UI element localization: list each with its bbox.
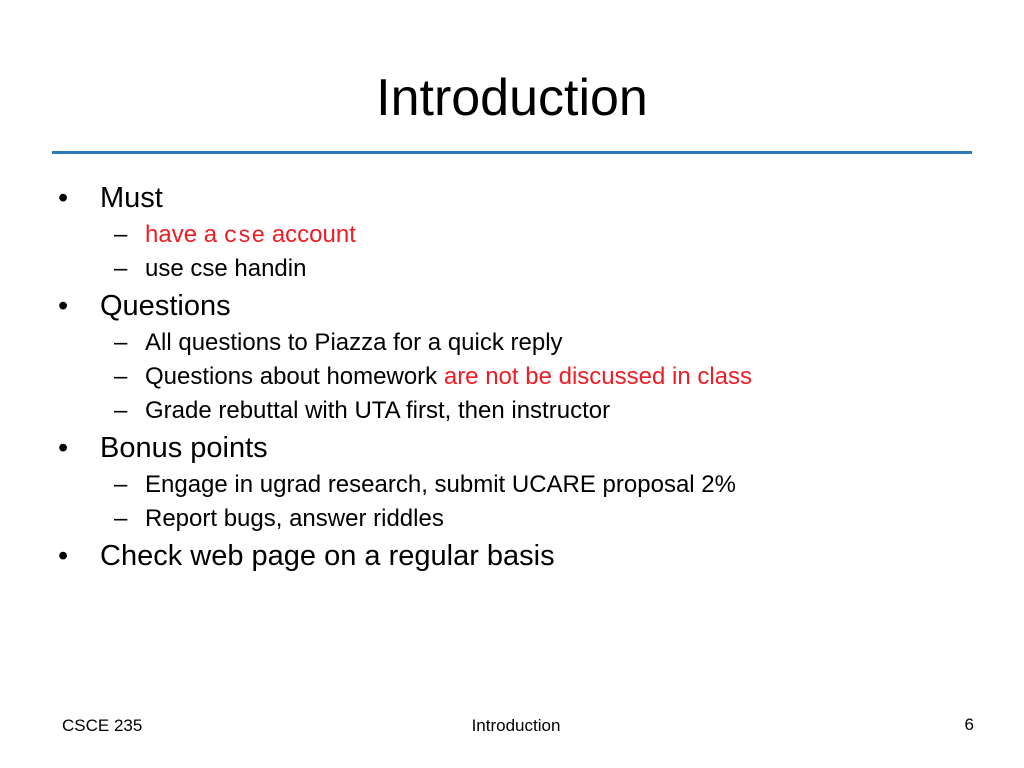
bullet-text: Check web page on a regular basis <box>100 540 555 572</box>
dash-icon: – <box>114 471 128 498</box>
bullet-list <box>58 178 978 576</box>
bullet-dot-icon: • <box>58 290 69 322</box>
dash-icon: – <box>114 397 128 424</box>
sub-item-ugrad-research <box>58 468 978 502</box>
sub-item-text-highlight: are not be discussed in class <box>443 363 753 390</box>
bullet-dot-icon: • <box>58 540 69 572</box>
dash-icon: – <box>114 363 128 390</box>
bullet-text: Questions <box>100 290 231 322</box>
sub-item-text: use cse handin <box>145 255 307 282</box>
bullet-dot-icon: • <box>58 182 69 214</box>
sub-item-text <box>145 360 752 394</box>
bullet-dot-icon: • <box>58 432 69 464</box>
dash-icon: – <box>114 505 128 532</box>
bullet-item-check-web-page <box>58 536 978 576</box>
bullet-text: Bonus points <box>100 432 268 464</box>
sub-item-text-after: account <box>271 221 356 248</box>
dash-icon: – <box>114 329 128 356</box>
sub-item-cse-account <box>58 218 978 252</box>
sub-item-homework-questions <box>58 360 978 394</box>
bullet-item-bonus-points <box>58 428 978 468</box>
footer-course: CSCE 235 <box>62 716 143 735</box>
sub-item-text-normal: Questions about homework <box>145 363 438 390</box>
sub-item-grade-rebuttal <box>58 394 978 428</box>
sub-item-piazza <box>58 326 978 360</box>
bullet-text: Must <box>100 182 163 214</box>
sub-item-text: Grade rebuttal with UTA first, then instructor <box>145 397 611 424</box>
sub-item-report-bugs <box>58 502 978 536</box>
dash-icon: – <box>114 221 128 248</box>
sub-item-text: Engage in ugrad research, submit UCARE proposal 2% <box>145 471 736 498</box>
bullet-item-questions <box>58 286 978 326</box>
slide-title: Introduction <box>376 69 648 127</box>
sub-item-text <box>145 218 356 253</box>
sub-item-cse-handin <box>58 252 978 286</box>
title-divider <box>52 151 972 154</box>
slide-number: 6 <box>964 715 974 734</box>
footer-section-title: Introduction <box>471 716 561 735</box>
sub-item-text: Report bugs, answer riddles <box>145 505 444 532</box>
sub-item-text: All questions to Piazza for a quick reply <box>145 329 563 356</box>
cse-code-text: cse <box>223 223 266 249</box>
dash-icon: – <box>114 255 128 282</box>
sub-item-text-before: have a <box>145 221 218 248</box>
bullet-item-must <box>58 178 978 218</box>
